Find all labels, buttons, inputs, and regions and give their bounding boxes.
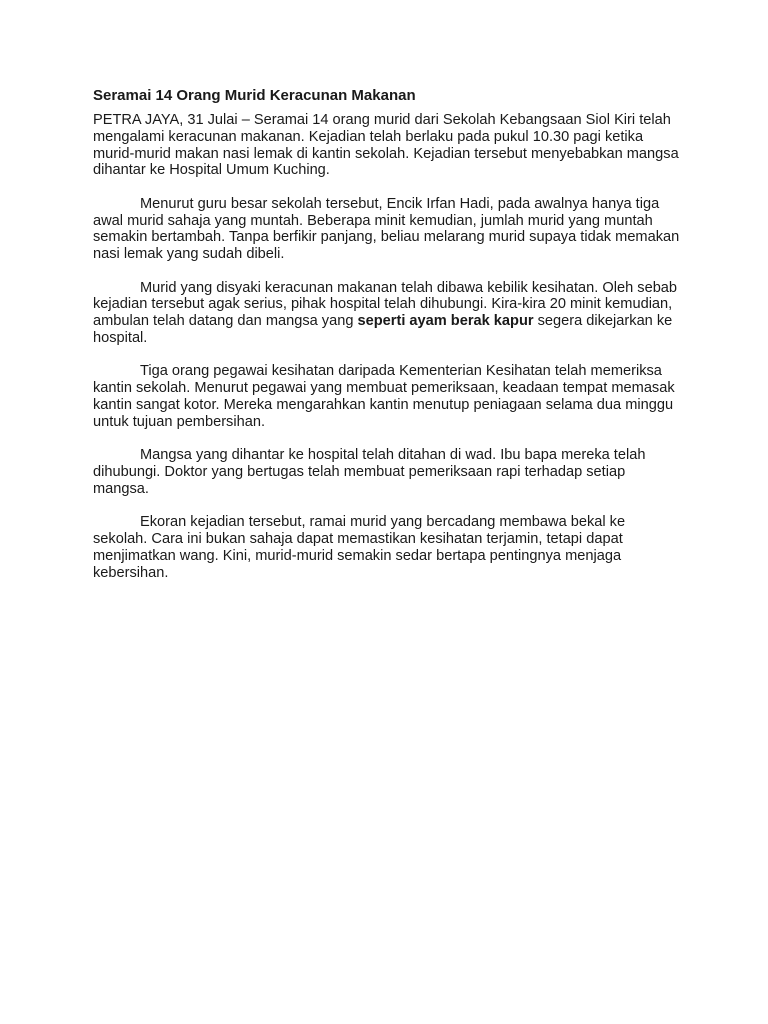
paragraph-6: Ekoran kejadian tersebut, ramai murid yang bercadang membawa bekal ke sekolah. Cara ini bukan sahaja dapat memastikan kesihatan terjamin, tetapi dapat menjimatkan wang. Kini, murid-murid semakin sedar bertapa pentingnya menjaga kebersihan. <box>93 514 626 581</box>
paragraph-5: Mangsa yang dihantar ke hospital telah ditahan di wad. Ibu bapa mereka telah dihubungi. Doktor yang bertugas telah membuat pemeriksaan rapi terhadap setiap mangsa. <box>93 447 646 497</box>
paragraph-3-text-after: segera dikejarkan ke hospital. <box>93 313 673 346</box>
paragraph-4: Tiga orang pegawai kesihatan daripada Kementerian Kesihatan telah memeriksa kantin sekolah. Menurut pegawai yang membuat pemeriksaan, keadaan tempat memasak kantin sangat kotor. Mereka mengarahkan kantin menutup peniagaan selama dua minggu untuk tujuan pembersihan. <box>93 363 675 430</box>
article-title: Seramai 14 Orang Murid Keracunan Makanan <box>93 87 416 104</box>
paragraph-2: Menurut guru besar sekolah tersebut, Encik Irfan Hadi, pada awalnya hanya tiga awal murid sahaja yang muntah. Beberapa minit kemudian, jumlah murid yang muntah semakin bertambah. Tanpa berfikir panjang, beliau melarang murid supaya tidak memakan nasi lemak yang sudah dibeli. <box>93 195 680 263</box>
paragraph-3 <box>93 280 683 347</box>
paragraph-3-text-before: Murid yang disyaki keracunan makanan telah dibawa kebilik kesihatan. Oleh sebab kejadian tersebut agak serius, pihak hospital telah dihubungi. Kira-kira 20 minit kemudian, ambulan telah datang dan mangsa yang <box>93 279 678 330</box>
paragraph-1: PETRA JAYA, 31 Julai – Seramai 14 orang murid dari Sekolah Kebangsaan Siol Kiri telah mengalami keracunan makanan. Kejadian telah berlaku pada pukul 10.30 pagi ketika murid-murid makan nasi lemak di kantin sekolah. Kejadian tersebut menyebabkan mangsa dihantar ke Hospital Umum Kuching. <box>93 112 679 179</box>
paragraph-3-bold-phrase: seperti ayam berak kapur <box>357 313 534 330</box>
document-page <box>93 86 683 598</box>
